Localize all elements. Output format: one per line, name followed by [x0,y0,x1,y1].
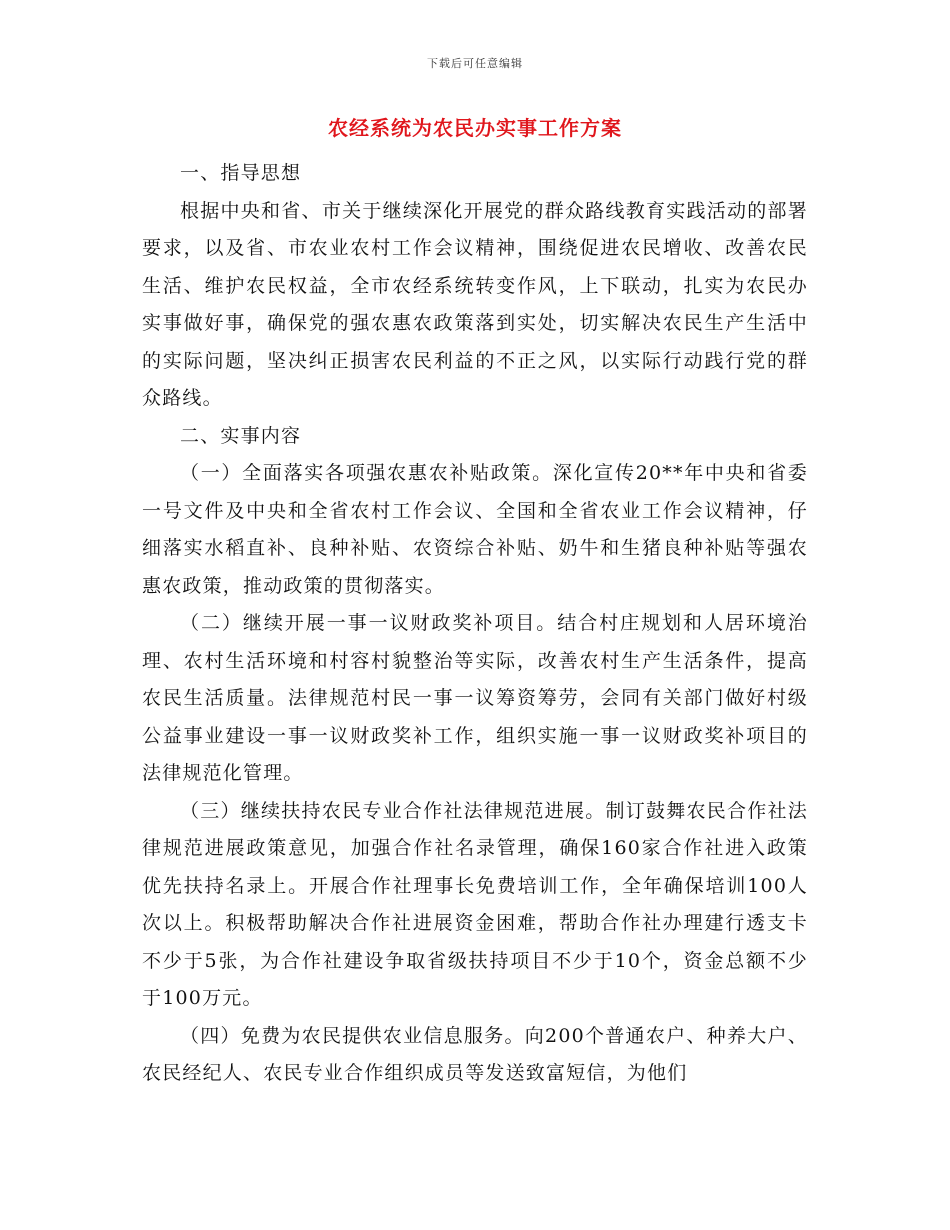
header-note: 下载后可任意编辑 [427,57,523,70]
paragraph-item-2: （二）继续开展一事一议财政奖补项目。结合村庄规划和人居环境治理、农村生活环境和村容村貌整治等实际，改善农村生产生活条件，提高农民生活质量。法律规范村民一事一议筹资筹劳，会同有关部门做好村级公益事业建设一事一议财政奖补工作，组织实施一事一议财政奖补项目的法律规范化管理。 [142,612,808,784]
document-body [142,155,808,1093]
section-heading-guiding-ideology: 一、指导思想 [180,162,302,184]
section-heading-practical-matters: 二、实事内容 [180,424,302,447]
paragraph-item-4: （四）免费为农民提供农业信息服务。向200个普通农户、种养大户、农民经纪人、农民专业合作组织成员等发送致富短信，为他们 [142,1024,808,1084]
document-title: 农经系统为农民办实事工作方案 [328,116,622,140]
paragraph-item-1: （一）全面落实各项强农惠农补贴政策。深化宣传20**年中央和省委一号文件及中央和全省农村工作会议、全国和全省农业工作会议精神，仔细落实水稻直补、良种补贴、农资综合补贴、奶牛和生猪良种补贴等强农惠农政策，推动政策的贯彻落实。 [142,462,808,597]
paragraph-guiding-ideology: 根据中央和省、市关于继续深化开展党的群众路线教育实践活动的部署要求，以及省、市农业农村工作会议精神，围绕促进农民增收、改善农民生活、维护农民权益，全市农经系统转变作风，上下联动，扎实为农民办实事做好事，确保党的强农惠农政策落到实处，切实解决农民生产生活中的实际问题，坚决纠正损害农民利益的不正之风，以实际行动践行党的群众路线。 [142,199,808,409]
paragraph-item-3: （三）继续扶持农民专业合作社法律规范进展。制订鼓舞农民合作社法律规范进展政策意见，加强合作社名录管理，确保160家合作社进入政策优先扶持名录上。开展合作社理事长免费培训工作，全年确保培训100人次以上。积极帮助解决合作社进展资金困难，帮助合作社办理建行透支卡不少于5张，为合作社建设争取省级扶持项目不少于10个，资金总额不少于100万元。 [142,799,808,1009]
